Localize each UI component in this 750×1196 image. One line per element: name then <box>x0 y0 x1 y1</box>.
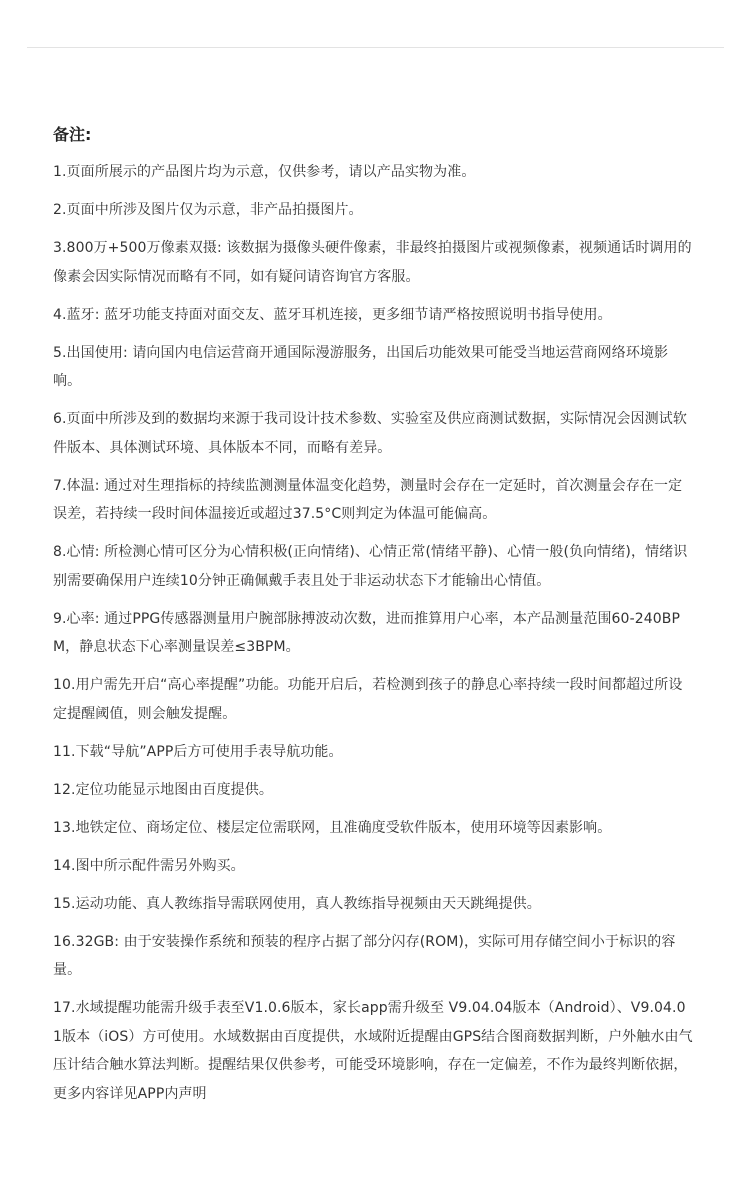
note-item-2: 2.页面中所涉及图片仅为示意，非产品拍摄图片。 <box>53 202 363 218</box>
note-item-9: 9.心率: 通过PPG传感器测量用户腕部脉搏波动次数，进而推算用户心率，本产品测量范围60-240BPM，静息状态下心率测量误差≤3BPM。 <box>53 610 680 655</box>
note-item-3: 3.800万+500万像素双摄: 该数据为摄像头硬件像素，非最终拍摄图片或视频像素，视频通话时调用的像素会因实际情况而略有不同，如有疑问请咨询官方客服。 <box>53 240 692 285</box>
note-item-12: 12.定位功能显示地图由百度提供。 <box>53 781 273 798</box>
note-item-5: 5.出国使用: 请向国内电信运营商开通国际漫游服务，出国后功能效果可能受当地运营商网络环境影响。 <box>53 344 669 389</box>
note-item-1: 1.页面所展示的产品图片均为示意，仅供参考，请以产品实物为准。 <box>53 164 476 180</box>
note-item-13: 13.地铁定位、商场定位、楼层定位需联网，且准确度受软件版本，使用环境等因素影响。 <box>53 819 612 836</box>
note-item-4: 4.蓝牙: 蓝牙功能支持面对面交友、蓝牙耳机连接，更多细节请严格按照说明书指导使用。 <box>53 306 612 323</box>
note-item-7: 7.体温: 通过对生理指标的持续监测测量体温变化趋势，测量时会存在一定延时，首次测量会存在一定误差，若持续一段时间体温接近或超过37.5°C则判定为体温可能偏高。 <box>53 477 683 522</box>
note-item-8: 8.心情: 所检测心情可区分为心情积极(正向情绪)、心情正常(情绪平静)、心情一般(负向情绪)，情绪识别需要确保用户连续10分钟正确佩戴手表且处于非运动状态下才能输出心情值。 <box>53 544 688 589</box>
note-item-16: 16.32GB: 由于安装操作系统和预装的程序占据了部分闪存(ROM)，实际可用存储空间小于标识的容量。 <box>53 933 676 978</box>
notes-title: 备注: <box>53 125 92 144</box>
notes-section <box>53 122 693 1118</box>
note-item-15: 15.运动功能、真人教练指导需联网使用，真人教练指导视频由天天跳绳提供。 <box>53 895 541 912</box>
note-item-11: 11.下载“导航”APP后方可使用手表导航功能。 <box>53 743 343 760</box>
top-divider <box>27 47 724 48</box>
note-item-6: 6.页面中所涉及到的数据均来源于我司设计技术参数、实验室及供应商测试数据，实际情况会因测试软件版本、具体测试环境、具体版本不同，而略有差异。 <box>53 411 687 456</box>
note-item-17: 17.水域提醒功能需升级手表至V1.0.6版本，家长app需升级至 V9.04.04版本（Android）、V9.04.01版本（iOS）方可使用。水域数据由百度提供，水域附近提醒由GPS结合图商数据判断，户外触水由气压计结合触水算法判断。提醒结果仅供参考，可能受环境影响，存在一定偏差，不作为最终判断依据，更多内容详见APP内声明 <box>53 1000 693 1102</box>
note-item-14: 14.图中所示配件需另外购买。 <box>53 857 245 874</box>
note-item-10: 10.用户需先开启“高心率提醒”功能。功能开启后，若检测到孩子的静息心率持续一段时间都超过所设定提醒阈值，则会触发提醒。 <box>53 677 683 722</box>
